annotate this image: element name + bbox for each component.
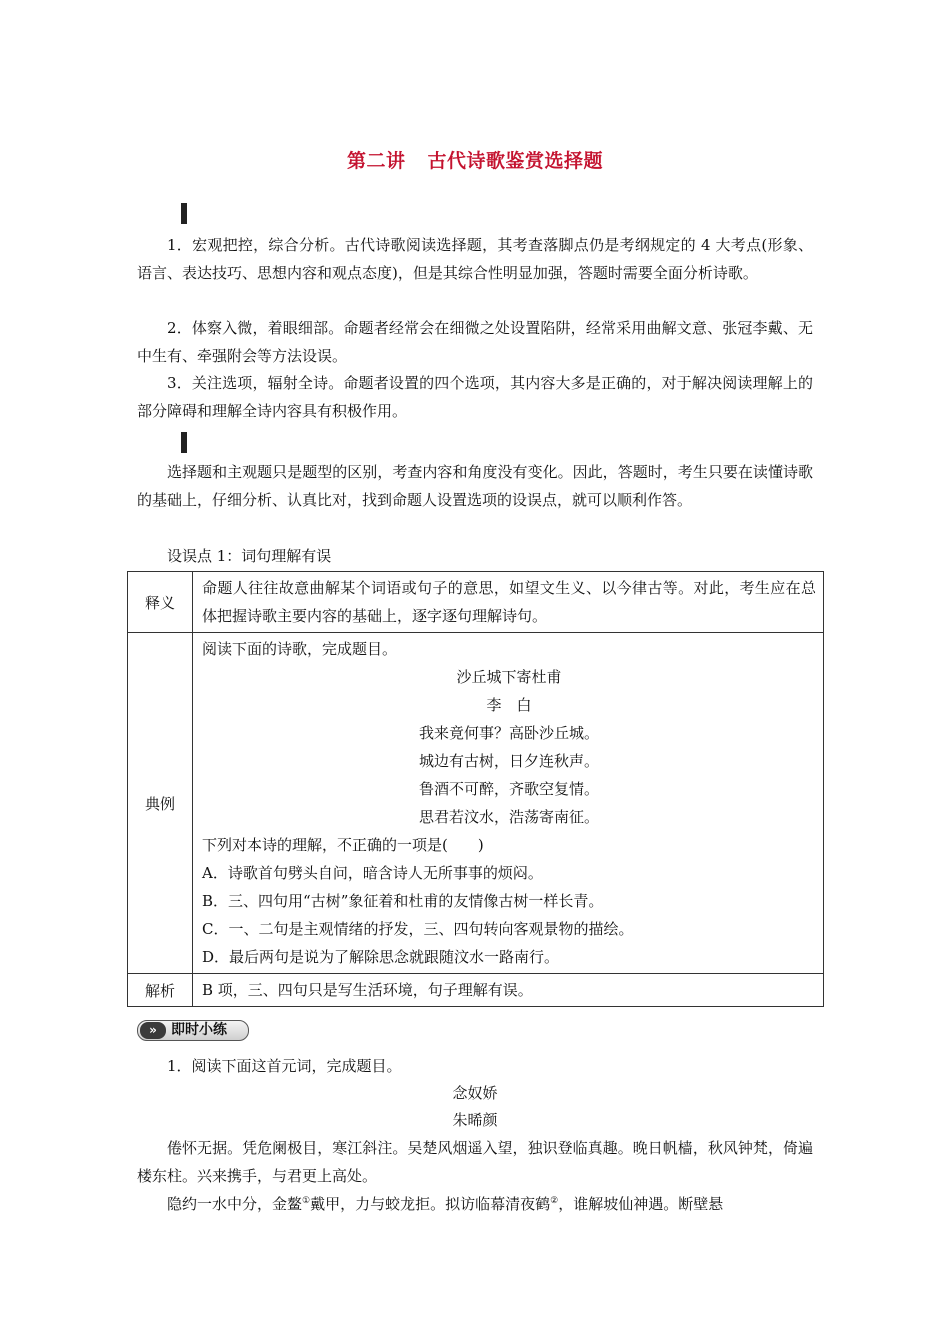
table-row-analysis	[128, 974, 824, 1007]
section2-intro: 选择题和主观题只是题型的区别，考查内容和角度没有变化。因此，答题时，考生只要在读懂诗歌的基础上，仔细分析、认真比对，找到命题人设置选项的设误点，就可以顺利作答。	[137, 463, 813, 509]
section1-point3: 3．关注选项，辐射全诗。命题者设置的四个选项，其内容大多是正确的，对于解决阅读理解上的部分障碍和理解全诗内容具有积极作用。	[137, 374, 813, 420]
poem-line: 思君若汶水，浩荡寄南征。	[418, 808, 599, 826]
section1-point1: 1．宏观把控，综合分析。古代诗歌阅读选择题，其考查落脚点仍是考纲规定的 4 大考点(形象、语言、表达技巧、思想内容和观点态度)，但是其综合性明显加强，答题时需要全面分析诗歌。	[137, 236, 813, 282]
poem-title: 沙丘城下寄杜甫	[456, 668, 562, 686]
analysis-text: B 项，三、四句只是写生活环境，句子理解有误。	[202, 981, 533, 999]
option-a: A．诗歌首句劈头自问，暗含诗人无所事事的烦闷。	[202, 864, 543, 882]
poem-line: 城边有古树，日夕连秋声。	[418, 752, 599, 770]
example-intro: 阅读下面的诗歌，完成题目。	[202, 640, 398, 658]
section1-point2: 2．体察入微，着眼细部。命题者经常会在细微之处设置陷阱，经常采用曲解文意、张冠李戴、无中生有、牵强附会等方法设误。	[137, 319, 813, 365]
title-lecture: 第二讲	[346, 150, 406, 172]
practice-badge	[137, 1020, 249, 1041]
poem-line: 鲁酒不可醉，齐歌空复情。	[418, 780, 599, 798]
example-table	[127, 571, 824, 1007]
footnote-marker: ②	[550, 1196, 559, 1206]
poem-author: 李 白	[486, 696, 532, 714]
section-marker-bar	[181, 203, 187, 224]
title-topic: 古代诗歌鉴赏选择题	[427, 150, 604, 172]
option-d: D．最后两句是说为了解除思念就跟随汶水一路南行。	[202, 948, 560, 966]
definition-text: 命题人往往故意曲解某个词语或句子的意思，如望文生义、以今律古等。对此，考生应在总体把握诗歌主要内容的基础上，逐字逐句理解诗句。	[202, 579, 816, 625]
ci-stanza-1: 倦怀无据。凭危阑极目，寒江斜注。吴楚风烟遥入望，独识登临真趣。晚日帆樯，秋风钟梵，倚遍楼东柱。兴来携手，与君更上高处。	[137, 1139, 813, 1185]
ci-stanza-2	[137, 1191, 813, 1219]
analysis-label: 解析	[128, 974, 193, 1007]
poem-line: 我来竟何事？高卧沙丘城。	[418, 724, 599, 742]
option-c: C．一、二句是主观情绪的抒发，三、四句转向客观景物的描绘。	[202, 920, 634, 938]
section-marker-bar	[181, 432, 187, 453]
ci-stanza-2-text: 戴甲，力与蛟龙拒。拟访临幕清夜鹤	[310, 1195, 551, 1213]
ci-stanza-2-text: ，谁解坡仙神遇。断壁悬	[558, 1195, 724, 1213]
example-label: 典例	[128, 633, 193, 974]
definition-label: 释义	[128, 572, 193, 633]
option-b: B．三、四句用“古树”象征着和杜甫的友情像古树一样长青。	[202, 892, 604, 910]
page-title	[0, 146, 950, 173]
ci-title: 念奴娇	[452, 1084, 498, 1102]
error-point-heading: 设误点 1：词句理解有误	[167, 547, 332, 565]
practice-badge-label: 即时小练	[171, 1022, 227, 1038]
ci-author: 朱晞颜	[452, 1111, 498, 1129]
practice-question-1: 1．阅读下面这首元词，完成题目。	[167, 1057, 402, 1075]
question-text: 下列对本诗的理解，不正确的一项是( )	[202, 836, 484, 854]
table-row-definition	[128, 572, 824, 633]
ci-stanza-2-text: 隐约一水中分，金鳌	[167, 1195, 303, 1213]
double-chevron-icon: »	[140, 1022, 166, 1039]
table-row-example	[128, 633, 824, 974]
footnote-marker: ①	[302, 1196, 311, 1206]
